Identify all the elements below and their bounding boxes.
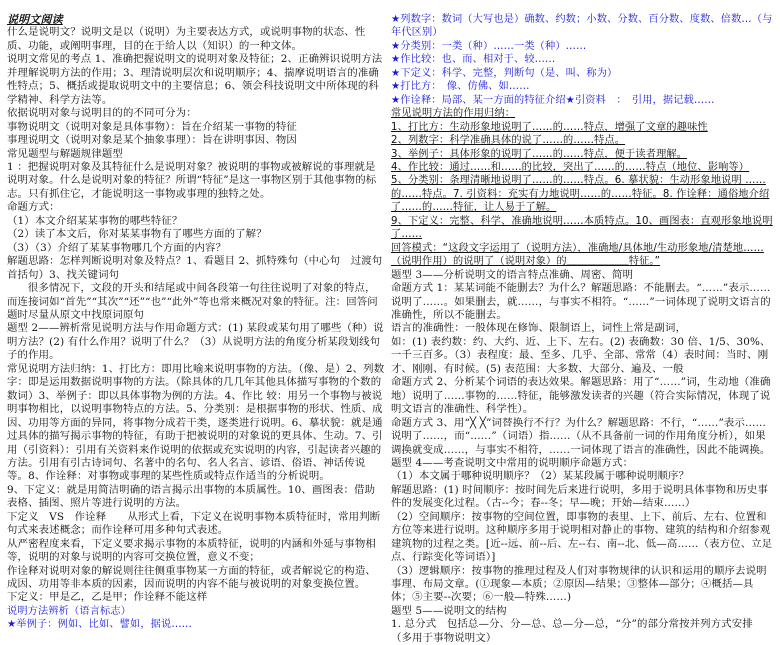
effect-4: 4、作比较：通过……和……的比较，突出了……的……特点（地位、影响等） [391, 161, 750, 173]
marker-example: ★举例子：例如、比如、譬如，据说…… [7, 619, 193, 631]
right-column [391, 13, 773, 645]
paragraph-type1: 1 ：把握说明对象及其特征什么是说明对象？被说明的事物或被解说的事理就是说明对象。什么是说明对象的特征？所谓“特征”是这一事物区别于其他事物的标志。只有抓住它，才能说明这一事物或事理的独特之处。 [7, 160, 377, 200]
paragraph-exam-points: 说明文常见的考点 1、准确把握说明文的说明对象及特征；2、正确辨识说明方法并理解说明方法的作用；3、理清说明层次和说明顺序；4、揣摩说明语言的准确性特点；5、概括或提取说明文中的主要信息；6、领会科技说明文中所体现的科学精神、科学方法等。 [7, 53, 383, 106]
question-2: （2）读了本文后，你对某某事物有了哪些方面的了解？ [7, 228, 267, 241]
marker-classification: ★分类别：一类（种）……一类（种）…… [391, 40, 587, 52]
effect-1: 1、打比方：生动形象地说明了……的……特点，增强了文章的趣味性 [391, 121, 708, 133]
paragraph-definition-vs-annotation: 下定义 VS 作诠释 从形式上看，下定义在说明事物本质特征时，常用判断句式来表述概念；而作诠释可用多种句式表述。 [7, 510, 381, 537]
effect-2: 2、列数字：科学准确具体的说了……的……特点。 [391, 135, 626, 147]
left-column [7, 13, 393, 632]
paragraph-thing-type: 事物说明文（说明对象是具体事物）：旨在介绍某一事物的特征 [7, 120, 297, 133]
heading-type3: 题型 3——分析说明文的语言特点准确、周密、简明 [391, 268, 634, 281]
paragraph-methods-9-10: 9、下定义：就是用简洁明确的语言揭示出事物的本质属性。10、画图表：借助表格、插图、照片等进行说明的方法。 [7, 483, 376, 510]
heading-type4: 题型 4——考查说明文中常用的说明顺序命题方式： [391, 456, 634, 469]
paragraph-format3: 命题方式 3、用“╳ ╳”词替换行不行？为什么？解题思路：不行，“……”表示……说明了……，而“……”（词语）指……（从不具备前一词的作用角度分析），如果调换就变成……，与事实不相符，……一词体现了语言的准确性，因此不能调换。 [391, 416, 771, 456]
heading-method-markers: 说明方法辨析（语言标志） [7, 605, 132, 617]
paragraph-language-accuracy: 语言的准确性：一般体现在修饰、限制语上，词性上常是副词， [391, 322, 687, 335]
paragraph-format1: 命题方式 1：某某词能不能删去？为什么？解题思路：不能删去。“……”表示……说明了……。如果删去，就……，与事实不相符。“……”一词体现了说明文语言的准确性，所以不能删去。 [391, 282, 771, 321]
paragraph-solving-approach: 解题思路：怎样判断说明对象及特点？1、看题目 2、抓特殊句（中心句 过渡句 首括句）3、找关键词句 [7, 255, 393, 281]
heading-question-types: 常见题型与解题规律题型 [7, 147, 123, 160]
paragraph-structure: 1. 总分式 包括总—分、分—总、总—分—总，“分”的部分常按并列方式安排（多用于事物说明文） [391, 618, 753, 644]
paragraph-order-questions: （1）本文属于哪种说明顺序？（2）某某段属于哪种说明顺序？ [391, 470, 690, 483]
marker-definition: ★下定义：科学、完整，判断句（是、叫、称为） [391, 67, 618, 79]
heading-question-format: 命题方式： [7, 201, 60, 214]
answer-template: 回答模式：“这段文字运用了（说明方法），准确地/具体地/生动形象地/清楚地……（说明作用）的说明了（说明对象）的＿＿＿＿＿＿特征。” [391, 242, 764, 268]
paragraph-type2: 题型 2——辨析常见说明方法与作用命题方式：(1) 某段或某句用了哪些（种）说明方法？(2) 有什么作用？说明了什么？（3）从说明方法的角度分析某段划线句子的作用。 [7, 322, 384, 362]
paragraph-examples: 如：(1) 表约数：约、大约、近、上下、左右。(2) 表确数：30 倍、1/5、30%、一千三百多。（3）表程度：最、至多、几乎、全部、常常（4）表时间：当时、刚才、刚刚、有时候。(5) 表范围：大多数、大部分、遍及、一般 [391, 335, 771, 375]
effect-9-10: 9、下定义：完整、科学、准确地说明……本质特点。10、画图表：直观形象地说明了…… [391, 215, 773, 241]
document-title: 说明文阅读 [7, 13, 63, 26]
paragraph-connectors: 很多情况下，文段的开头和结尾或中间各段第一句往往说明了对象的特点，而连接词如“首先”“其次”“还”“也”“此外”等也常来概况对象的特征。注：回答问题时尽量从原文中找原词原句 [7, 282, 378, 321]
heading-method-effects: 常见说明方法的作用归纳： [391, 108, 516, 120]
marker-annotation-citation: ★作诠释：局部、某一方面的特征介绍★引资料 ： 引用，据记载…… [391, 94, 715, 106]
paragraph-rigor: 从严密程度来看，下定义要求揭示事物的本质特征，说明的内涵和外延与事物相等，说明的对象与说明的内容可交换位置，意义不变； [7, 537, 376, 564]
effect-5-8: 5、分类别：条理清晰地说明了……的……特点。6. 摹状貌：生动形象地说明 ……的……特点。7. 引资料：充实有力地说明……的……特征。8. 作诠释：通俗地介绍了……的……特征，让人易于了解。 [391, 175, 770, 214]
paragraph-logic-order: （3）逻辑顺序：按事物的推理过程及人们对事物规律的认识和运用的顺序去说明事理、布局文章。(①现象—本质；②原因—结果；③整体—部分；④概括—具体；⑤主要--次要；⑥一般—特殊……) [391, 564, 767, 604]
paragraph-definition-rule: 下定义：甲是乙，乙是甲；作诠释不能这样 [7, 591, 208, 604]
paragraph-classification: 依据说明对象与说明目的的不同可分为： [7, 107, 197, 120]
paragraph-format2: 命题方式 2、分析某个词语的表达效果。解题思路：用了“……”词，生动地（准确地）说明了……事物的……特征，能够激发读者的兴趣（符合实际情况，体现了说明文语言的准确性、科学性）。 [391, 376, 771, 416]
paragraph-space-order: （2）空间顺序：按事物的空间位置，即事物的表里、上下、前后、左右、位置和方位等来进行说明。这种顺序多用于说明相对静止的事物、建筑的结构和介绍参观建筑物的过程之类。[近--远、前--后、左--右、南--北、低—高……（表方位、立足点、行踪变化等词语）] [391, 510, 773, 564]
paragraph-methods-summary: 常见说明方法归纳：1、打比方：即用比喻来说明事物的方法。（像、是）2、列数字：即是运用数据说明事物的方法。（除具体的几几年其他具体描写事物的个数的数词）3、举例子：即以具体事物为例的方法。4、作比 较：用另一个事物与被说明事物相比，以说明事物特点的方法。5、分类别：是根据事物的形状、性质、成因、功用等方面的异同，将事物分成若干类，逐类进行说明。6、摹状貌：就是通过具体的描写揭示事物的特征，有助于把被说明的对象说的更具体、生动。7、引用（引资料）：引用有关资料来作说明的依据或充实说明的内容，引起读者兴趣的方法。引用有引古诗词句、名著中的名句、名人名言、谚语、俗语、神话传说等。8、作诠释：对事物或事理的某些性质或特点作适当的分析说明。 [7, 362, 385, 483]
question-3: （3）（3）介绍了某某事物哪几个方面的内容？ [7, 241, 227, 254]
marker-numbers: ★列数字：数词（大写也是）确数、约数；小数、分数、百分数、度数、倍数…（与年代区别） [391, 14, 773, 39]
paragraph-definition: 什么是说明文？说明文是以（说明）为主要表达方式，或说明事物的状态、性质、功能，或阐明事理，目的在于给人以（知识）的一种文体。 [7, 26, 366, 52]
paragraph-time-order: 解题思路：(1) 时间顺序：按时间先后来进行说明，多用于说明具体事物和历史事件的发展变化过程。（古--今；春--冬；早—晚；开始—结束……） [391, 483, 768, 510]
heading-type5: 题型 5——说明文的结构 [391, 604, 507, 617]
effect-3: 3、举例子：具体形象的说明了……的……特点，便于读者理解。 [391, 148, 688, 160]
question-1: （1）本文介绍某某事物的哪些特征？ [7, 214, 183, 227]
marker-metaphor: ★打比方： 像、仿佛、如…… [391, 81, 530, 93]
paragraph-annotation: 作诠释对说明对象的解说则往往侧重事物某一方面的特征，或者解说它的构造、成因、功用等非本质的因素，因而说明的内容不能与被说明的对象变换位置。 [7, 564, 376, 591]
marker-comparison: ★作比较：也、而、相对于、较…… [391, 54, 556, 66]
paragraph-reason-type: 事理说明文（说明对象是某个抽象事理）：旨在讲明事因、物因 [7, 134, 297, 147]
